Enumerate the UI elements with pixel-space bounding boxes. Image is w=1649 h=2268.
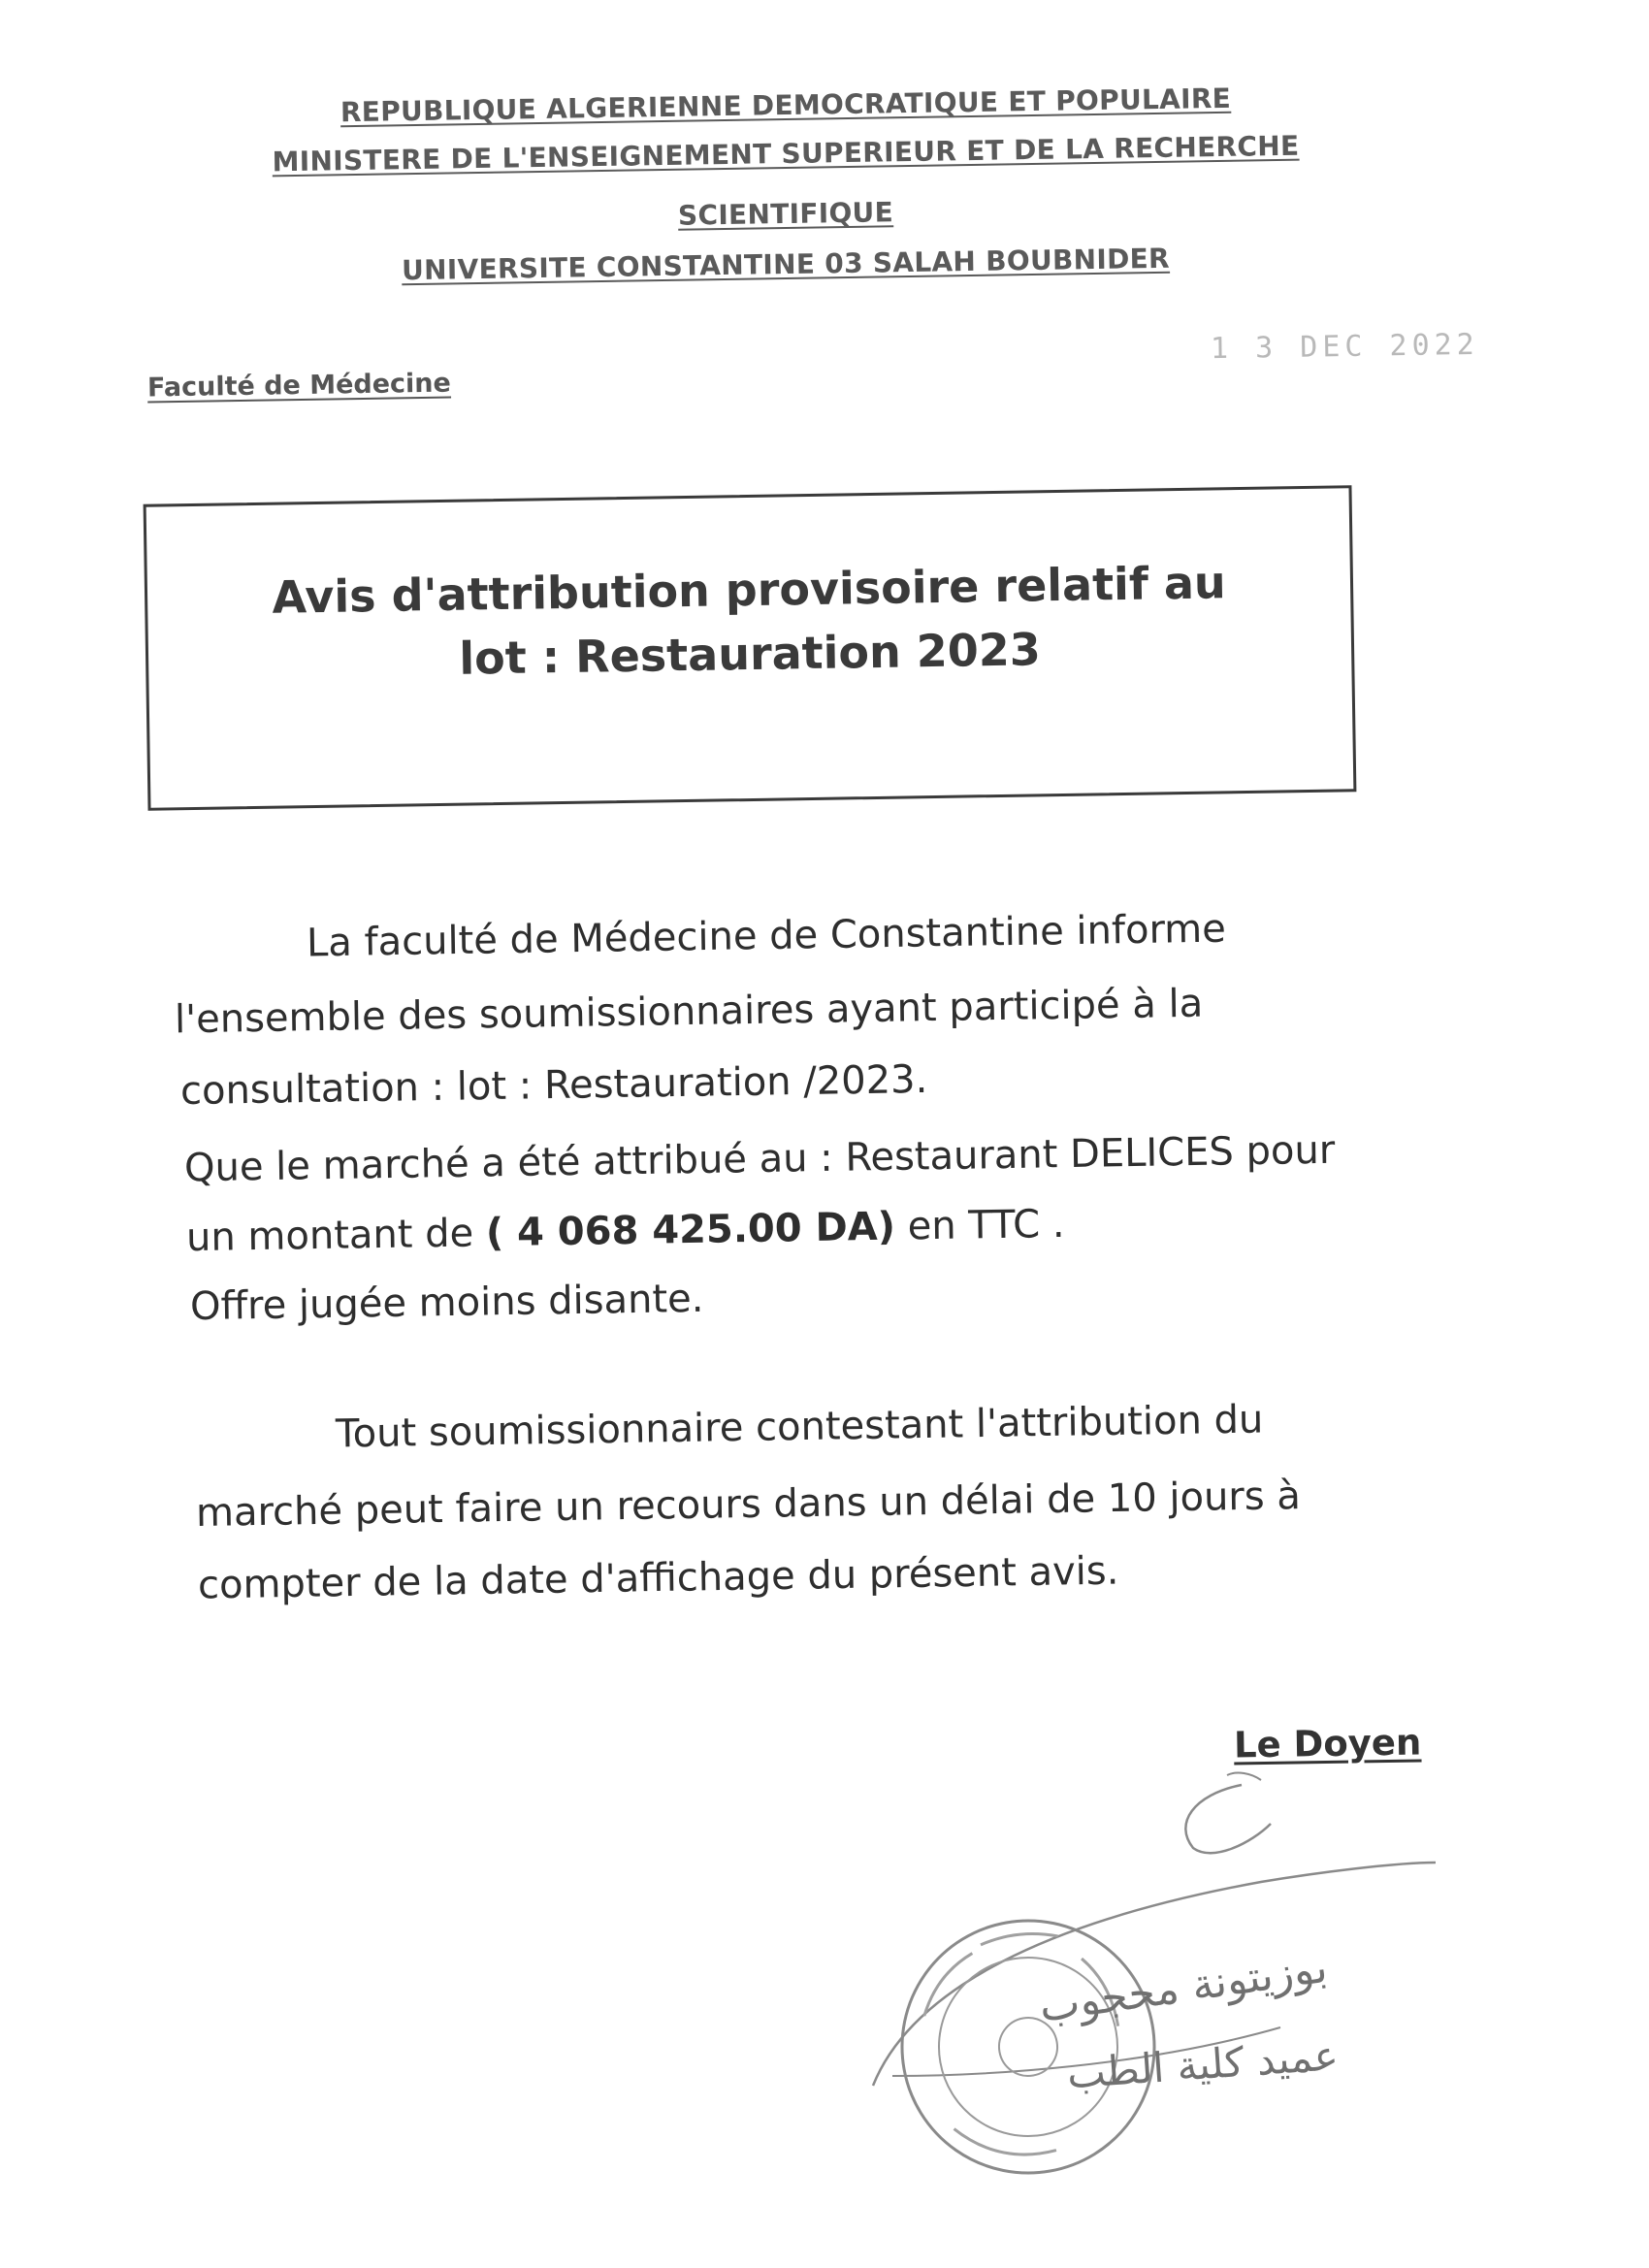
date-stamp: 1 3 DEC 2022 [1210, 327, 1480, 367]
header-university: UNIVERSITE CONSTANTINE 03 SALAH BOUBNIDER [401, 242, 1171, 287]
body-line: Tout soumissionnaire contestant l'attribution du [335, 1397, 1264, 1457]
body-line-amount [186, 1202, 1065, 1260]
body-line: compter de la date d'affichage du présent avis. [197, 1548, 1119, 1608]
title-line-1: Avis d'attribution provisoire relatif au [272, 556, 1227, 624]
body-line: l'ensemble des soumissionnaires ayant participé à la [174, 981, 1204, 1043]
body-line: Que le marché a été attribué au : Restaurant DELICES pour [183, 1127, 1336, 1191]
amount-suffix: en TTC . [894, 1201, 1065, 1249]
title-line-2: lot : Restauration 2023 [458, 623, 1042, 685]
signature-stroke [1227, 1773, 1261, 1780]
official-seal [882, 1900, 1174, 2183]
header-ministry: MINISTERE DE L'ENSEIGNEMENT SUPERIEUR ET DE LA RECHERCHE [272, 129, 1300, 178]
seal-name-line-1: بوزيتونة محجوب [1036, 1942, 1331, 2032]
body-line: Offre jugée moins disante. [189, 1276, 704, 1330]
body-line: consultation : lot : Restauration /2023. [179, 1056, 928, 1115]
signatory-title: Le Doyen [1233, 1721, 1422, 1766]
body-line: La faculté de Médecine de Constantine informe [306, 906, 1227, 966]
title-box [144, 485, 1357, 811]
faculty-label: Faculté de Médecine [146, 368, 452, 404]
amount-prefix: un montant de [185, 1211, 487, 1261]
contract-amount: ( 4 068 425.00 DA) [485, 1204, 896, 1256]
header-republic: REPUBLIQUE ALGERIENNE DEMOCRATIQUE ET POPULAIRE [340, 81, 1232, 129]
body-line: marché peut faire un recours dans un délai de 10 jours à [195, 1474, 1302, 1536]
signature-seal [854, 1756, 1455, 2183]
signature-stroke [1185, 1785, 1271, 1853]
seal-name-line-2: عميد كلية الطب [1065, 2031, 1341, 2098]
header-ministry-cont: SCIENTIFIQUE [677, 196, 894, 232]
